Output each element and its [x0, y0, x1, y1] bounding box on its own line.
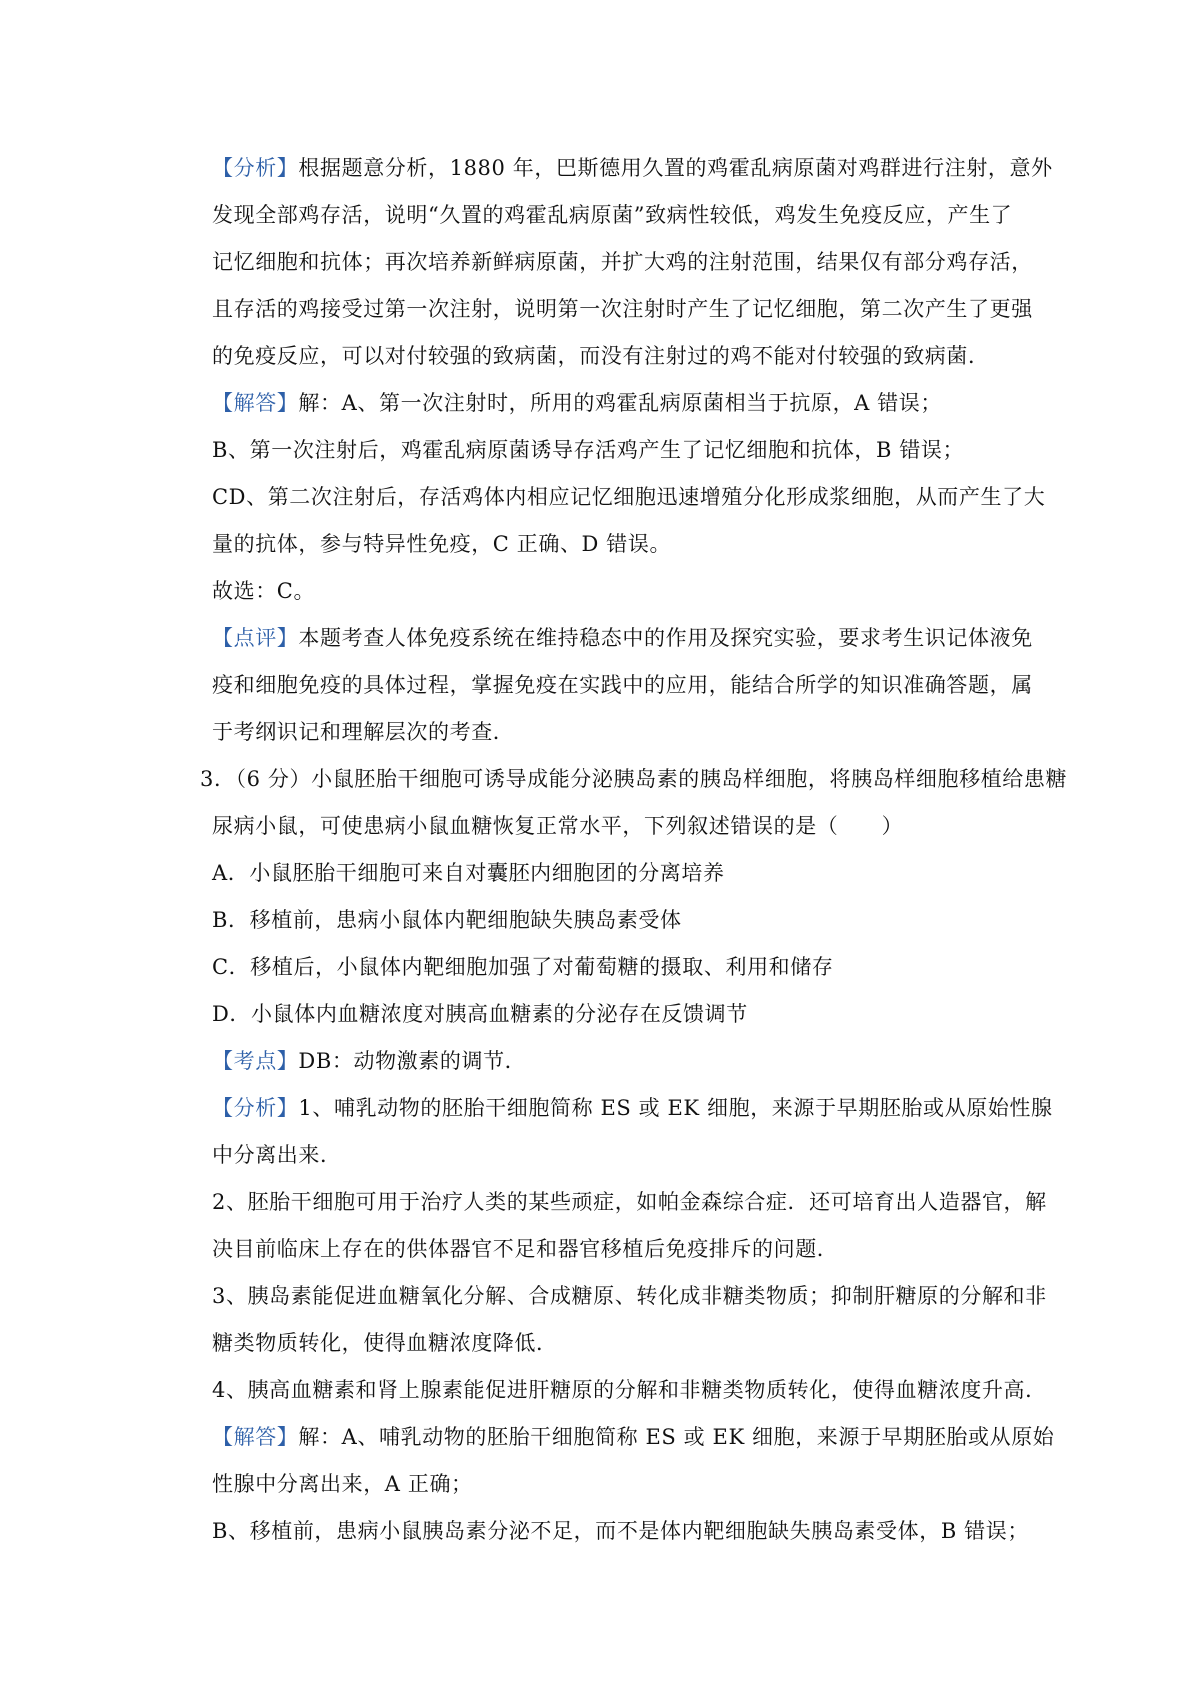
q3-option-c: C．移植后，小鼠体内靶细胞加强了对葡萄糖的摄取、利用和储存 — [212, 955, 834, 979]
q2-answer-line-0: 【解答】解：A、第一次注射时，所用的鸡霍乱病原菌相当于抗原，A 错误； — [212, 391, 943, 415]
answer-tag: 【解答】 — [212, 391, 299, 415]
q2-analysis-line-4: 的免疫反应，可以对付较强的致病菌，而没有注射过的鸡不能对付较强的致病菌． — [212, 344, 990, 368]
q3-option-d: D．小鼠体内血糖浓度对胰高血糖素的分泌存在反馈调节 — [212, 1002, 748, 1026]
q2-answer-line-4: 故选：C。 — [212, 579, 316, 603]
kaodian-tag: 【考点】 — [212, 1049, 299, 1073]
answer-tag: 【解答】 — [212, 1425, 299, 1449]
q2-analysis-line-3: 且存活的鸡接受过第一次注射，说明第一次注射时产生了记忆细胞，第二次产生了更强 — [212, 297, 1033, 321]
q3-analysis-line-0: 【分析】1、哺乳动物的胚胎干细胞简称 ES 或 EK 细胞，来源于早期胚胎或从原始性腺 — [212, 1096, 1053, 1120]
q2-comment-line-0: 【点评】本题考查人体免疫系统在维持稳态中的作用及探究实验，要求考生识记体液免 — [212, 626, 1033, 650]
q3-analysis-line-5: 糖类物质转化，使得血糖浓度降低． — [212, 1331, 558, 1355]
q3-analysis-line-2: 2、胚胎干细胞可用于治疗人类的某些顽症，如帕金森综合症．还可培育出人造器官，解 — [212, 1190, 1047, 1214]
q3-analysis-line-3: 决目前临床上存在的供体器官不足和器官移植后免疫排斥的问题． — [212, 1237, 839, 1261]
analysis-tag: 【分析】 — [212, 156, 299, 180]
q2-answer-line-3: 量的抗体，参与特异性免疫，C 正确、D 错误。 — [212, 532, 672, 556]
comment-tag: 【点评】 — [212, 626, 299, 650]
q3-analysis-line-1: 中分离出来． — [212, 1143, 342, 1167]
q3-answer-line-1: 性腺中分离出来，A 正确； — [212, 1472, 473, 1496]
q2-answer-line-1: B、第一次注射后，鸡霍乱病原菌诱导存活鸡产生了记忆细胞和抗体，B 错误； — [212, 438, 965, 462]
q3-stem-line-0: 3．（6 分）小鼠胚胎干细胞可诱导成能分泌胰岛素的胰岛样细胞，将胰岛样细胞移植给患糖 — [200, 767, 1068, 791]
analysis-tag: 【分析】 — [212, 1096, 299, 1120]
q3-answer-line-0: 【解答】解：A、哺乳动物的胚胎干细胞简称 ES 或 EK 细胞，来源于早期胚胎或从原始 — [212, 1425, 1055, 1449]
q2-comment-line-2: 于考纲识记和理解层次的考查． — [212, 720, 515, 744]
q2-analysis-line-1: 发现全部鸡存活，说明“久置的鸡霍乱病原菌”致病性较低，鸡发生免疫反应，产生了 — [212, 203, 1013, 227]
q2-answer-line-2: CD、第二次注射后，存活鸡体内相应记忆细胞迅速增殖分化形成浆细胞，从而产生了大 — [212, 485, 1046, 509]
q3-analysis-line-4: 3、胰岛素能促进血糖氧化分解、合成糖原、转化成非糖类物质；抑制肝糖原的分解和非 — [212, 1284, 1047, 1308]
q3-option-a: A．小鼠胚胎干细胞可来自对囊胚内细胞团的分离培养 — [212, 861, 725, 885]
q3-analysis-line-6: 4、胰高血糖素和肾上腺素能促进肝糖原的分解和非糖类物质转化，使得血糖浓度升高． — [212, 1378, 1047, 1402]
q3-stem-line-1: 尿病小鼠，可使患病小鼠血糖恢复正常水平，下列叙述错误的是（ ） — [212, 814, 904, 838]
q3-kaodian-line: 【考点】DB：动物激素的调节． — [212, 1049, 527, 1073]
q3-option-b: B．移植前，患病小鼠体内靶细胞缺失胰岛素受体 — [212, 908, 682, 932]
q2-analysis-line-0: 【分析】根据题意分析，1880 年，巴斯德用久置的鸡霍乱病原菌对鸡群进行注射，意外 — [212, 156, 1053, 180]
q2-analysis-line-2: 记忆细胞和抗体；再次培养新鲜病原菌，并扩大鸡的注射范围，结果仅有部分鸡存活， — [212, 250, 1033, 274]
q3-answer-line-2: B、移植前，患病小鼠胰岛素分泌不足，而不是体内靶细胞缺失胰岛素受体，B 错误； — [212, 1519, 1029, 1543]
q2-comment-line-1: 疫和细胞免疫的具体过程，掌握免疫在实践中的应用，能结合所学的知识准确答题，属 — [212, 673, 1033, 697]
